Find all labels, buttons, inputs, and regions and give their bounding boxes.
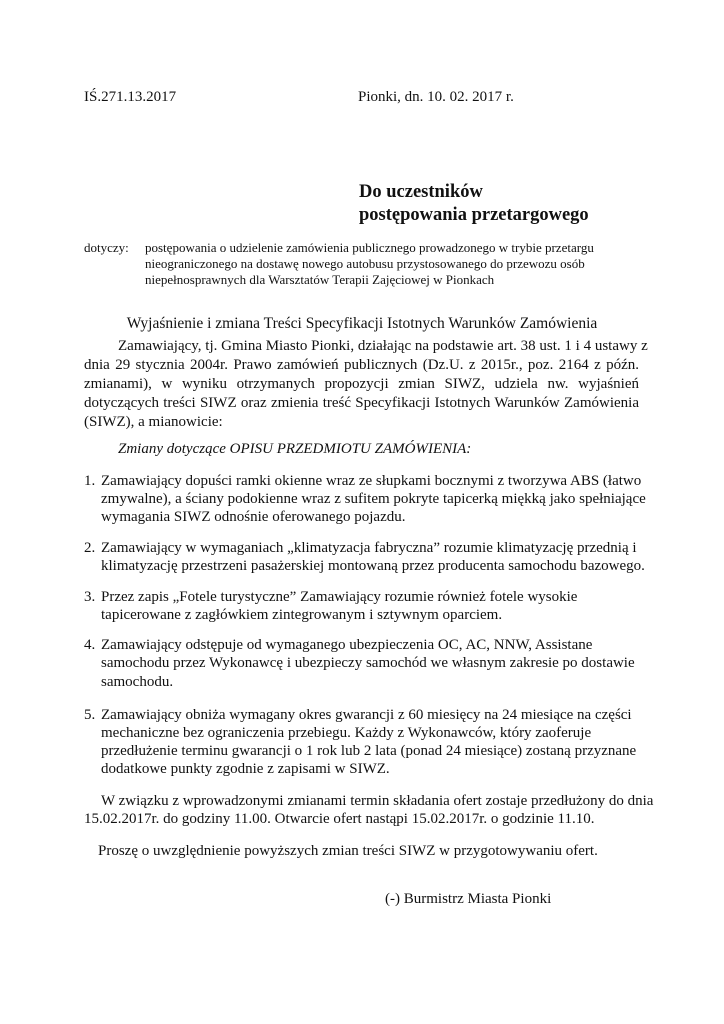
item-line: Zamawiający odstępuje od wymaganego ubezpieczenia OC, AC, NNW, Assistane — [101, 637, 593, 653]
concerning-line: nieograniczonego na dostawę nowego autobusu przystosowanego do przewozu osób — [145, 256, 585, 271]
recipient-line-2: postępowania przetargowego — [359, 205, 589, 225]
item-line: Zamawiający w wymaganiach „klimatyzacja fabryczna” rozumie klimatyzację przednią i — [101, 540, 637, 556]
intro-line: zmianami), w wyniku otrzymanych propozycji zmian SIWZ, udziela nw. wyjaśnień — [84, 376, 639, 392]
concerning-line: postępowania o udzielenie zamówienia publicznego prowadzonego w trybie przetargu — [145, 240, 594, 255]
place-and-date: Pionki, dn. 10. 02. 2017 r. — [358, 89, 514, 105]
item-number: 2. — [84, 540, 96, 556]
item-line: dodatkowe punkty zgodnie z zapisami w SIWZ. — [101, 761, 390, 777]
item-line: samochodu przez Wykonawcę i ubezpieczy samochód we własnym zakresie po dostawie — [101, 655, 635, 671]
item-line: Zamawiający obniża wymagany okres gwarancji z 60 miesięcy na 24 miesiące na części — [101, 707, 632, 723]
item-number: 4. — [84, 637, 96, 653]
item-number: 3. — [84, 589, 96, 605]
document-title: Wyjaśnienie i zmiana Treści Specyfikacji Istotnych Warunków Zamówienia — [126, 315, 598, 332]
intro-line: dotyczących treści SIWZ oraz zmienia treść Specyfikacji Istotnych Warunków Zamówienia — [84, 395, 639, 411]
intro-line: dnia 29 stycznia 2004r. Prawo zamówień publicznych (Dz.U. z 2015r., poz. 2164 z późn. — [84, 357, 639, 373]
changes-heading: Zmiany dotyczące OPISU PRZEDMIOTU ZAMÓWIENIA: — [118, 441, 472, 457]
intro-line: (SIWZ), a mianowicie: — [84, 414, 223, 430]
item-line: tapicerowane z zagłówkiem zintegrowanym i sztywnym oparciem. — [101, 607, 503, 623]
item-line: wymagania SIWZ odnośnie oferowanego pojazdu. — [101, 509, 406, 525]
item-line: Zamawiający dopuści ramki okienne wraz ze słupkami bocznymi z tworzywa ABS (łatwo — [101, 473, 642, 489]
item-line: przedłużenie terminu gwarancji o 1 rok lub 2 lata (ponad 24 miesiące) zostaną przyznane — [101, 743, 637, 759]
item-number: 1. — [84, 473, 96, 489]
item-line: mechaniczne bez ograniczenia przebiegu. Każdy z Wykonawców, który zaoferuje — [101, 725, 592, 741]
item-line: Przez zapis „Fotele turystyczne” Zamawiający rozumie również fotele wysokie — [101, 589, 578, 605]
concerning-label: dotyczy: — [84, 240, 129, 255]
item-line: klimatyzację przestrzeni pasażerskiej montowaną przez producenta samochodu bazowego. — [101, 558, 645, 574]
closing-sentence: Proszę o uwzględnienie powyższych zmian treści SIWZ w przygotowywaniu ofert. — [98, 843, 598, 859]
deadline-extension-line: 15.02.2017r. do godziny 11.00. Otwarcie ofert nastąpi 15.02.2017r. o godzinie 11.10. — [84, 811, 595, 827]
signature: (-) Burmistrz Miasta Pionki — [385, 891, 552, 907]
concerning-line: niepełnosprawnych dla Warsztatów Terapii Zajęciowej w Pionkach — [145, 272, 495, 287]
deadline-extension-line: W związku z wprowadzonymi zmianami termin składania ofert zostaje przedłużony do dnia — [101, 793, 654, 809]
reference-number: IŚ.271.13.2017 — [84, 89, 177, 105]
item-line: zmywalne), a ściany podokienne wraz z sufitem pokryte tapicerką miękką jako spełniające — [101, 491, 646, 507]
recipient-line-1: Do uczestników — [359, 182, 483, 202]
item-line: samochodu. — [101, 674, 174, 690]
item-number: 5. — [84, 707, 96, 723]
intro-line: Zamawiający, tj. Gmina Miasto Pionki, działając na podstawie art. 38 ust. 1 i 4 ustawy z — [118, 338, 648, 354]
